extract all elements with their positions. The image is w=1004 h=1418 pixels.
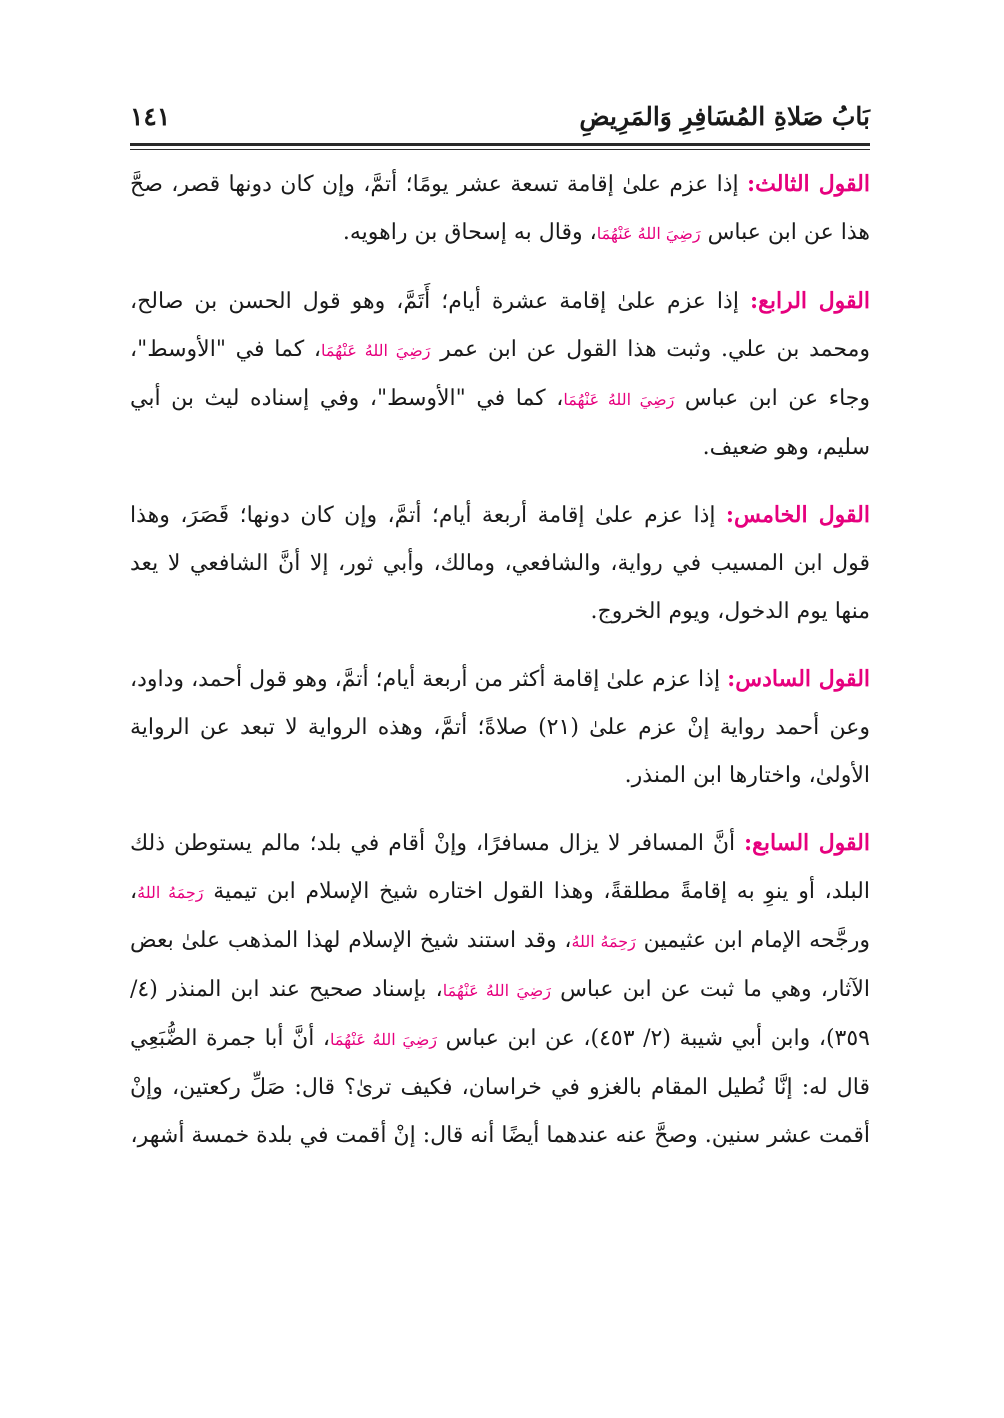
- header-rule-thick: [130, 143, 870, 146]
- paragraph-fourth-opinion: [130, 277, 870, 472]
- body-text: [130, 160, 870, 1179]
- paragraph-seventh-opinion: [130, 819, 870, 1160]
- header-rule-thin: [130, 149, 870, 150]
- paragraph-text: إذا عزم علىٰ إقامة عشرة أيام؛ أَتَمَّ، وهو قول الحسن بن صالح، ومحمد بن علي. وثبت هذا القول عن ابن عمر: [130, 289, 871, 362]
- paragraph-text: ، كما في "الأوسط"، وفي إسناده ليث بن أبي سليم، وهو ضعيف.: [130, 386, 870, 460]
- honorific: رَضِيَ اللهُ عَنْهُمَا: [321, 341, 431, 360]
- paragraph-third-opinion: [130, 160, 870, 258]
- chapter-title: بَابُ صَلاةِ المُسَافِرِ وَالمَرِيضِ: [579, 102, 870, 131]
- opinion-label: القول السابع:: [744, 830, 870, 856]
- page-number: ١٤١: [130, 102, 171, 131]
- opinion-label: القول السادس:: [727, 666, 871, 692]
- paragraph-text: ، وقال به إسحاق بن راهويه.: [342, 220, 597, 245]
- opinion-label: القول الثالث:: [747, 171, 870, 197]
- honorific: رَضِيَ اللهُ عَنْهُمَا: [330, 1030, 438, 1049]
- paragraph-text: ، ورجَّحه الإمام ابن عثيمين: [130, 879, 870, 953]
- honorific: رَضِيَ اللهُ عَنْهُمَا: [596, 224, 701, 243]
- running-header: [130, 96, 870, 142]
- opinion-label: القول الرابع:: [749, 288, 870, 314]
- paragraph-text: ، بإسناد صحيح عند ابن المنذر (٤/ ٣٥٩)، وابن أبي شيبة (٢/ ٤٥٣)، عن ابن عباس: [130, 977, 870, 1051]
- paragraph-text: إذا عزم علىٰ إقامة تسعة عشر يومًا؛ أتمَّ، وإن كان دونها قصر، صحَّ هذا عن ابن عباس: [130, 172, 870, 245]
- paragraph-text: ، كما في "الأوسط"، وجاء عن ابن عباس: [130, 337, 870, 411]
- paragraph-text: إذا عزم علىٰ إقامة أربعة أيام؛ أتمَّ، وإن كان دونها؛ قَصَرَ، وهذا قول ابن المسيب في رواية، والشافعي، ومالك، وأبي ثور، إلا أنَّ الشافعي لا يعد منها يوم الدخول، ويوم الخروج.: [130, 503, 870, 624]
- paragraph-sixth-opinion: [130, 655, 870, 800]
- honorific: رَضِيَ اللهُ عَنْهُمَا: [442, 981, 551, 1000]
- honorific: رَضِيَ اللهُ عَنْهُمَا: [563, 390, 675, 409]
- paragraph-fifth-opinion: [130, 491, 870, 636]
- paragraph-text: ، وقد استند شيخ الإسلام لهذا المذهب علىٰ بعض الآثار، وهي ما ثبت عن ابن عباس: [130, 928, 870, 1002]
- paragraph-text: أنَّ المسافر لا يزال مسافرًا، وإنْ أقام في بلد؛ مالم يستوطن ذلك البلد، أو ينوِ به إقامةً مطلقةً، وهذا القول اختاره شيخ الإسلام ابن تيمية: [130, 831, 870, 904]
- opinion-label: القول الخامس:: [725, 502, 870, 528]
- paragraph-text: إذا عزم علىٰ إقامة أكثر من أربعة أيام؛ أتمَّ، وهو قول أحمد، وداود، وعن أحمد رواية إنْ عزم علىٰ (٢١) صلاةً؛ أتمَّ، وهذه الرواية لا تبعد عن الرواية الأولىٰ، واختارها ابن المنذر.: [130, 667, 870, 788]
- honorific: رَحِمَهُ اللهُ: [571, 932, 636, 951]
- paragraph-text: ، أنَّ أبا جمرة الضُّبَعِي قال له: إنَّا نُطيل المقام بالغزو في خراسان، فكيف ترىٰ؟ قال: صَلِّ ركعتين، وإنْ أقمت عشر سنين. وصحَّ عنه عندهما أيضًا أنه قال: إنْ أقمت في بلدة خمسة أشهر،: [130, 1026, 870, 1148]
- honorific: رَحِمَهُ اللهُ: [137, 883, 204, 902]
